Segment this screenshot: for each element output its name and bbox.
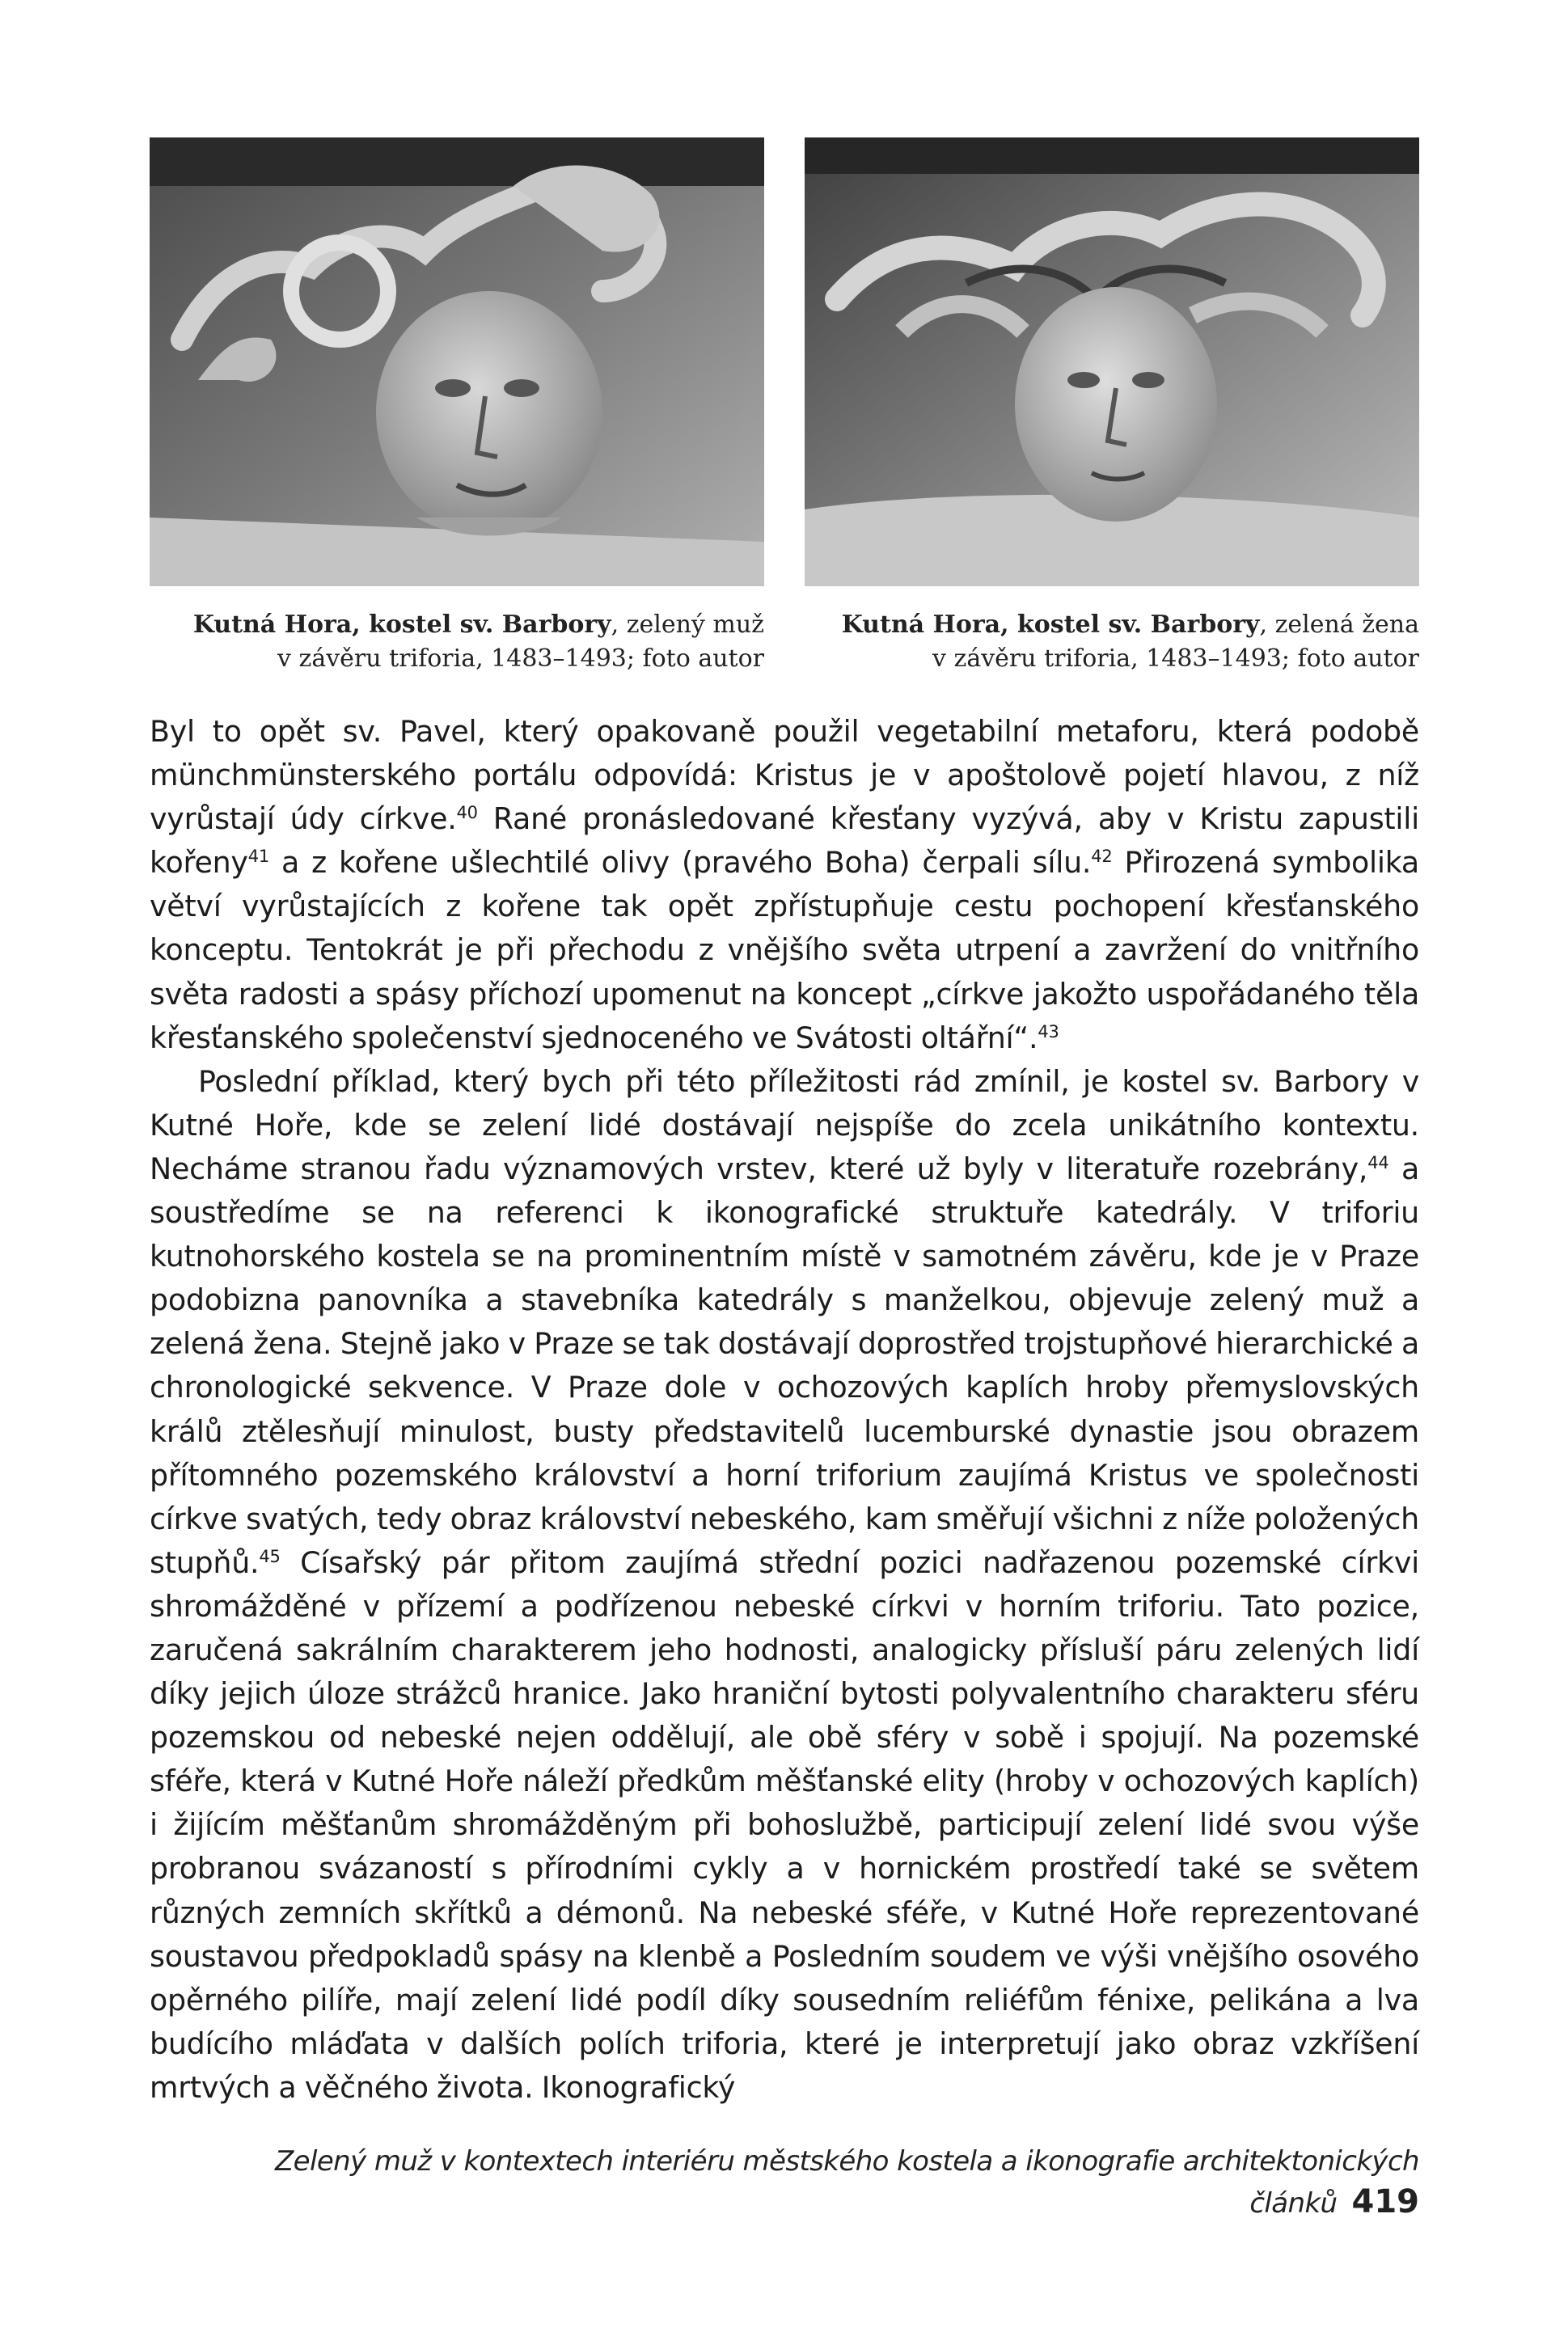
photo-green-man xyxy=(150,137,764,586)
footnote-ref[interactable]: 45 xyxy=(259,1546,281,1566)
caption-location: Kutná Hora, kostel sv. Barbory xyxy=(192,610,611,639)
text-run: Poslední příklad, který bych při této příležitosti rád zmínil, je kostel sv. Barbory v Kutné Hoře, kde se zelení lidé dostávají nejspíše do zcela unikátního kontextu. Necháme stranou řadu významových vrstev, které už byly v literatuře rozebrány, xyxy=(150,1063,1419,1186)
footnote-ref[interactable]: 40 xyxy=(456,803,478,823)
running-title: Zelený muž v kontextech interiéru městského kostela a ikonografie architektonických článků xyxy=(274,2145,1419,2220)
page-footer xyxy=(150,2141,1419,2224)
caption-line-2: v závěru triforia, 1483–1493; foto autor xyxy=(277,644,764,673)
green-woman-relief-image xyxy=(805,137,1419,586)
text-run: Císařský pár přitom zaujímá střední pozici nadřazenou pozemské církvi shromážděné v přízemí a podřízenou nebeské církvi v horním triforiu. Tato pozice, zaručená sakrálním charakterem jeho hodnosti, analogicky přísluší páru zelených lidí díky jejich úloze strážců hranice. Jako hraniční bytosti polyvalentního charakteru sféru pozemskou od nebeské nejen oddělují, ale obě sféry v sobě i spojují. Na pozemské sféře, která v Kutné Hoře náleží předkům měšťanské elity (hroby v ochozových kaplích) i žijícím měšťanům shromážděným při bohoslužbě, participují zelení lidé svou výše probranou svázaností s přírodními cykly a v hornickém prostředí také se světem různých zemních skřítků a démonů. Na nebeské sféře, v Kutné Hoře reprezentované soustavou předpokladů spásy na klenbě a Posledním soudem ve výši vnějšího osového opěrného pilíře, mají zelení lidé podíl díky sousedním reliéfům fénixe, pelikána a lva budícího mláďata v dalších polích triforia, které je interpretují jako obraz vzkříšení mrtvých a věčného života. Ikonografický xyxy=(150,1544,1419,2105)
text-run: Byl to opět sv. Pavel, který opakovaně použil vegetabilní metaforu, která podobě münchmünsterského portálu odpovídá: Kristus je v apoštolově pojetí hlavou, z níž vyrůstají údy církve. xyxy=(150,714,1419,837)
text-run: a z kořene ušlechtilé olivy (pravého Boha) čerpali sílu. xyxy=(268,845,1092,881)
footnote-ref[interactable]: 42 xyxy=(1091,847,1113,867)
footnote-ref[interactable]: 41 xyxy=(247,847,269,867)
green-man-relief-image xyxy=(150,137,764,586)
text-run: Rané pronásledované křesťany vyzývá, aby v Kristu zapustili kořeny xyxy=(150,801,1420,881)
figure-caption-left xyxy=(150,608,764,676)
page-number: 419 xyxy=(1351,2183,1419,2220)
caption-line-1 xyxy=(150,608,764,642)
caption-subject: , zelená žena xyxy=(1259,610,1419,639)
text-run: Přirozená symbolika větví vyrůstajících z kořene tak opět zpřístupňuje cestu pochopení křesťanského konceptu. Tentokrát je při přechodu z vnějšího světa utrpení a zavržení do vnitřního světa radosti a spásy příchozí upomenut na koncept „církve jakožto uspořádaného těla křesťanského společenství sjednoceného ve Svátosti oltářní“. xyxy=(150,845,1419,1055)
caption-location: Kutná Hora, kostel sv. Barbory xyxy=(841,610,1260,639)
paragraph xyxy=(150,710,1419,1060)
text-run: a soustředíme se na referenci k ikonografické struktuře katedrály. V triforiu kutnohorského kostela se na prominentním místě v samotném závěru, kde je v Praze podobizna panovníka a stavebníka katedrály s manželkou, objevuje zelený muž a zelená žena. Stejně jako v Praze se tak dostávají doprostřed trojstupňové hierarchické a chronologické sekvence. V Praze dole v ochozových kaplích hroby přemyslovských králů ztělesňují minulost, busty představitelů lucemburské dynastie jsou obrazem přítomného pozemského království a horní triforium zaujímá Kristus ve společnosti církve svatých, tedy obraz království nebeského, kam směřují všichni z níže položených stupňů. xyxy=(150,1151,1419,1580)
footnote-ref[interactable]: 43 xyxy=(1038,1021,1059,1041)
caption-subject: , zelený muž xyxy=(611,610,764,639)
caption-line-1 xyxy=(805,608,1419,642)
footnote-ref[interactable]: 44 xyxy=(1367,1152,1389,1172)
figure-caption-right xyxy=(805,608,1419,676)
paragraph xyxy=(150,1060,1419,2110)
caption-line-2: v závěru triforia, 1483–1493; foto autor xyxy=(932,644,1419,673)
body-text xyxy=(150,710,1419,2110)
photo-green-woman xyxy=(805,137,1419,586)
